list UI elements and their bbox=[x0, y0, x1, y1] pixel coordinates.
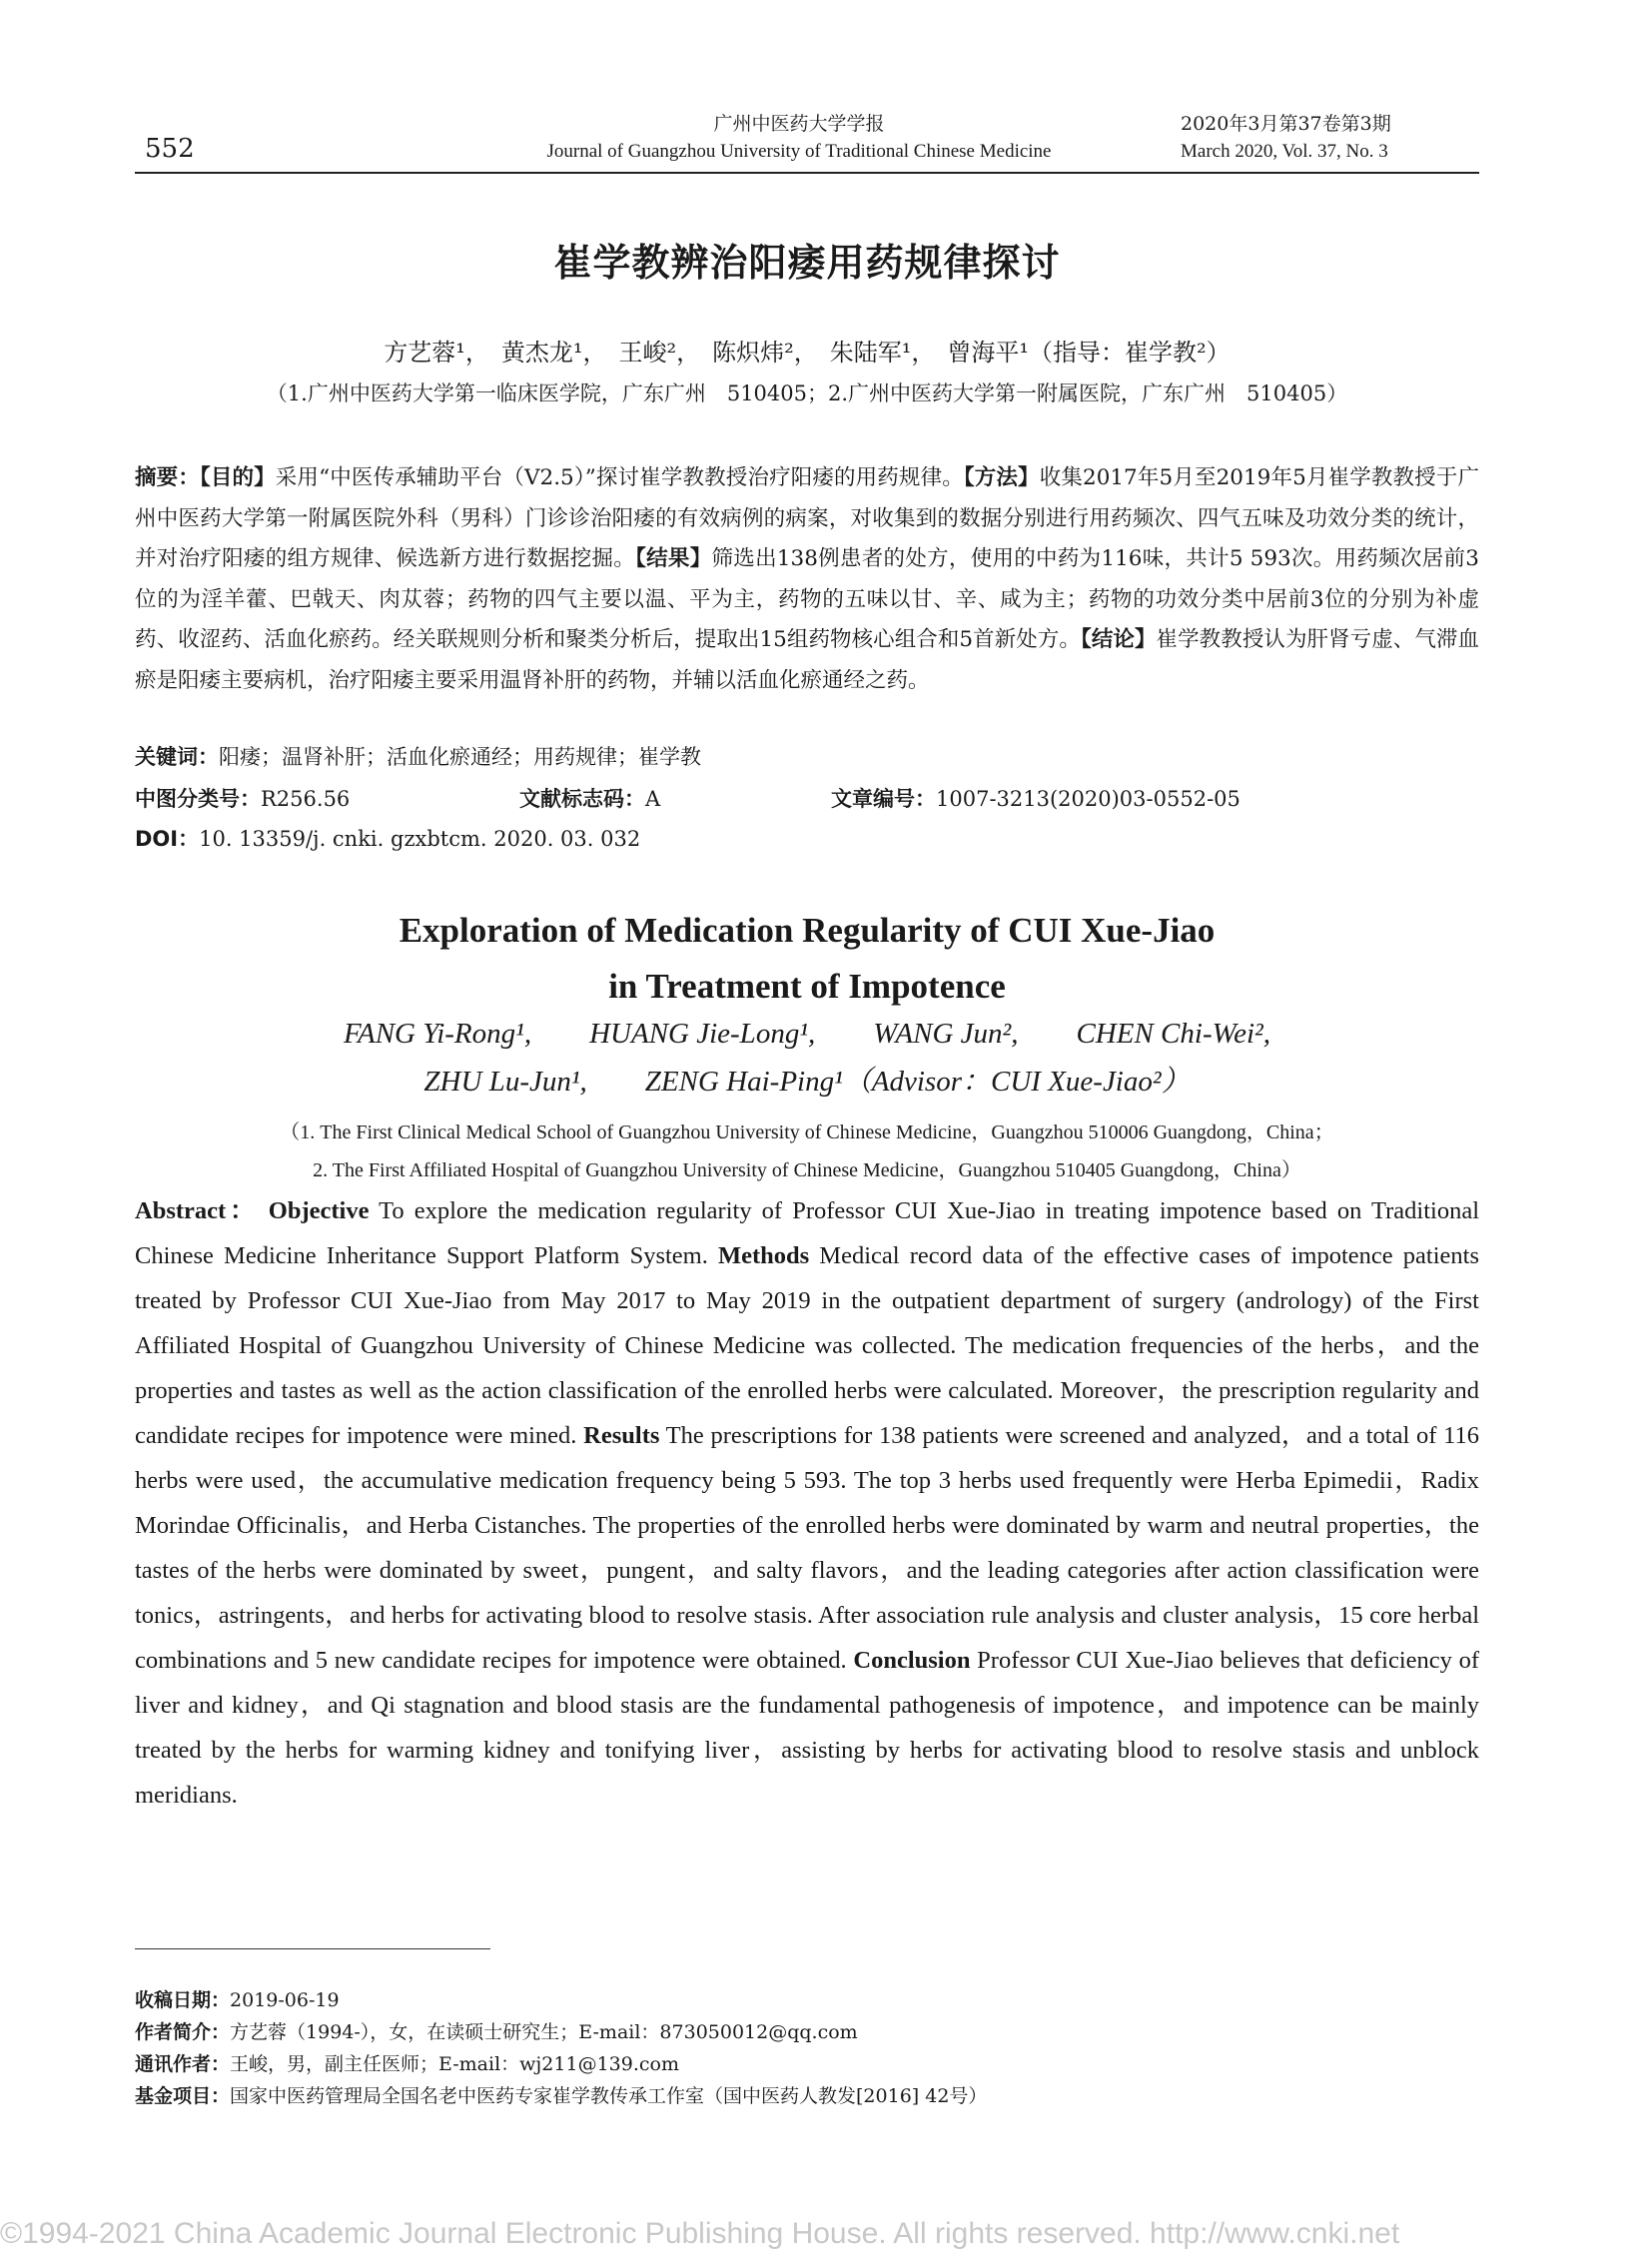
issue-zh: 2020年3月第37卷第3期 bbox=[1181, 113, 1391, 135]
copyright-notice: ©1994-2021 China Academic Journal Electronic Publishing House. All rights reserved. http://www.cnki.net bbox=[0, 2217, 1400, 2250]
authors-zh: 方艺蓉¹， 黄杰龙¹， 王峻²， 陈炽炜²， 朱陆军¹， 曾海平¹（指导：崔学教²） bbox=[384, 339, 1231, 367]
article-number-value: 1007-3213(2020)03-0552-05 bbox=[936, 787, 1240, 811]
article-number-line bbox=[831, 783, 1240, 813]
methods-label-zh: 【方法】 bbox=[963, 465, 1040, 490]
results-zh: 筛选出138例患者的处方，使用的中药为116味，共计5 593次。用药频次居前3位的为淫羊藿、巴戟天、肉苁蓉；药物的四气主要以温、平为主，药物的五味以甘、辛、咸为主；药物的功效分类中居前3位的分别为补虚药、收涩药、活血化瘀药。经关联规则分析和聚类分析后，提取出15组药物核心组合和5首新处方。 bbox=[135, 546, 1479, 652]
affiliation-en-line2: 2. The First Affiliated Hospital of Guangzhou University of Chinese Medicine，Guangzhou 510405 Guangdong，China） bbox=[313, 1159, 1301, 1181]
doc-code-line bbox=[519, 783, 660, 813]
title-zh: 崔学教辨治阳痿用药规律探讨 bbox=[553, 241, 1061, 285]
author-bio bbox=[135, 2017, 858, 2044]
authors-en-line2: ZHU Lu-Jun¹, ZENG Hai-Ping¹（Advisor：CUI Xue-Jiao²） bbox=[423, 1066, 1191, 1098]
author-bio-value: 方艺蓉（1994-），女，在读硕士研究生；E-mail：873050012@qq.com bbox=[230, 2021, 858, 2043]
classification-line bbox=[135, 783, 350, 813]
journal-header bbox=[499, 110, 1099, 166]
header-rule bbox=[135, 172, 1479, 174]
methods-zh: 收集2017年5月至2019年5月崔学教教授于广州中医药大学第一附属医院外科（男科）门诊诊治阳痿的有效病例的病案，对收集到的数据分别进行用药频次、四气五味及功效分类的统计，并对治疗阳痿的组方规律、候选新方进行数据挖掘。 bbox=[135, 465, 1479, 571]
fund-value: 国家中医药管理局全国名老中医药专家崔学教传承工作室（国中医药人教发[2016] 42号） bbox=[230, 2085, 988, 2107]
objective-zh: 采用“中医传承辅助平台（V2.5）”探讨崔学教教授治疗阳痿的用药规律。 bbox=[275, 465, 964, 490]
page-number: 552 bbox=[145, 134, 195, 164]
objective-en: To explore the medication regularity of Professor CUI Xue-Jiao in treating impotence based on Traditional Chinese Medicine Inheritance Support Platform System. bbox=[135, 1197, 1480, 1269]
received-date bbox=[135, 1985, 340, 2012]
received-value: 2019-06-19 bbox=[230, 1989, 340, 2011]
doi-label: DOI： bbox=[135, 827, 200, 851]
affiliation-en-line1: （1. The First Clinical Medical School of Guangzhou University of Chinese Medicine，Guangzhou 510006 Guangdong，China； bbox=[280, 1122, 1334, 1143]
corresponding-author bbox=[135, 2049, 679, 2076]
conclusion-label-zh: 【结论】 bbox=[1081, 627, 1157, 652]
fund-label: 基金项目： bbox=[135, 2085, 231, 2107]
clc-value: R256.56 bbox=[261, 787, 351, 811]
author-bio-label: 作者简介： bbox=[135, 2021, 231, 2043]
corresponding-label: 通讯作者： bbox=[135, 2053, 231, 2075]
article-number-label: 文章编号： bbox=[831, 787, 936, 811]
journal-name-en: Journal of Guangzhou University of Traditional Chinese Medicine bbox=[546, 141, 1052, 162]
footnote-rule bbox=[135, 1948, 490, 1949]
doi-value: 10. 13359/j. cnki. gzxbtcm. 2020. 03. 032 bbox=[199, 827, 641, 851]
keywords-value: 阳痿；温肾补肝；活血化瘀通经；用药规律；崔学教 bbox=[219, 745, 701, 769]
objective-label-en: Objective bbox=[268, 1197, 370, 1224]
title-en bbox=[135, 903, 1479, 1015]
abstract-zh-label: 摘要： bbox=[135, 465, 200, 490]
methods-label-en: Methods bbox=[717, 1242, 810, 1269]
abstract-en bbox=[135, 1188, 1479, 1818]
results-label-en: Results bbox=[583, 1422, 660, 1449]
conclusion-zh: 崔学教教授认为肝肾亏虚、气滞血瘀是阳痿主要病机，治疗阳痿主要采用温肾补肝的药物，并辅以活血化瘀通经之药。 bbox=[135, 627, 1479, 693]
issue-en: March 2020, Vol. 37, No. 3 bbox=[1181, 141, 1388, 162]
issue-info bbox=[1181, 110, 1391, 166]
fund-project bbox=[135, 2081, 987, 2108]
corresponding-value: 王峻，男，副主任医师；E-mail：wj211@139.com bbox=[230, 2053, 679, 2075]
results-label-zh: 【结果】 bbox=[635, 546, 712, 571]
authors-en-line1: FANG Yi-Rong¹, HUANG Jie-Long¹, WANG Jun², CHEN Chi-Wei², bbox=[344, 1018, 1270, 1050]
results-en: The prescriptions for 138 patients were screened and analyzed，and a total of 116 herbs were used，the accumulative medication frequency being 5 593. The top 3 herbs used frequently were Herba Epimedii，Radix Morindae Officinalis，and Herba Cistanches. The properties of the enrolled herbs were dominated by warm and neutral properties，the tastes of the herbs were dominated by sweet，pungent，and salty flavors，and the leading categories after action classification were tonics，astringents，and herbs for activating blood to resolve stasis. After association rule analysis and cluster analysis，15 core herbal combinations and 5 new candidate recipes for impotence were obtained. bbox=[135, 1422, 1479, 1674]
objective-label-zh: 【目的】 bbox=[199, 465, 276, 490]
conclusion-label-en: Conclusion bbox=[853, 1647, 971, 1674]
keywords-label: 关键词： bbox=[135, 745, 219, 769]
doc-code-value: A bbox=[645, 787, 661, 811]
affiliation-zh: （1.广州中医药大学第一临床医学院，广东广州 510405；2.广州中医药大学第一附属医院，广东广州 510405） bbox=[266, 381, 1348, 405]
doi-line bbox=[135, 823, 640, 853]
received-label: 收稿日期： bbox=[135, 1989, 231, 2011]
clc-label: 中图分类号： bbox=[135, 787, 261, 811]
keywords-line bbox=[135, 741, 701, 771]
methods-en: Medical record data of the effective cases of impotence patients treated by Professor CUI Xue-Jiao from May 2017 to May 2019 in the outpatient department of surgery (andrology) of the First Affiliated Hospital of Guangzhou University of Chinese Medicine was collected. The medication frequencies of the herbs，and the properties and tastes as well as the action classification of the enrolled herbs were calculated. Moreover，the prescription regularity and candidate recipes for impotence were mined. bbox=[135, 1242, 1479, 1449]
title-en-line1: Exploration of Medication Regularity of CUI Xue-Jiao bbox=[399, 911, 1216, 950]
abstract-zh bbox=[135, 458, 1479, 701]
abstract-en-label: Abstract： bbox=[135, 1197, 259, 1224]
conclusion-en: Professor CUI Xue-Jiao believes that deficiency of liver and kidney，and Qi stagnation and blood stasis are the fundamental pathogenesis of impotence，and impotence can be mainly treated by the herbs for warming kidney and tonifying liver，assisting by herbs for activating blood to resolve stasis and unblock meridians. bbox=[135, 1647, 1479, 1809]
journal-name-zh: 广州中医药大学学报 bbox=[713, 113, 885, 135]
doc-code-label: 文献标志码： bbox=[519, 787, 645, 811]
title-en-line2: in Treatment of Impotence bbox=[608, 967, 1006, 1006]
